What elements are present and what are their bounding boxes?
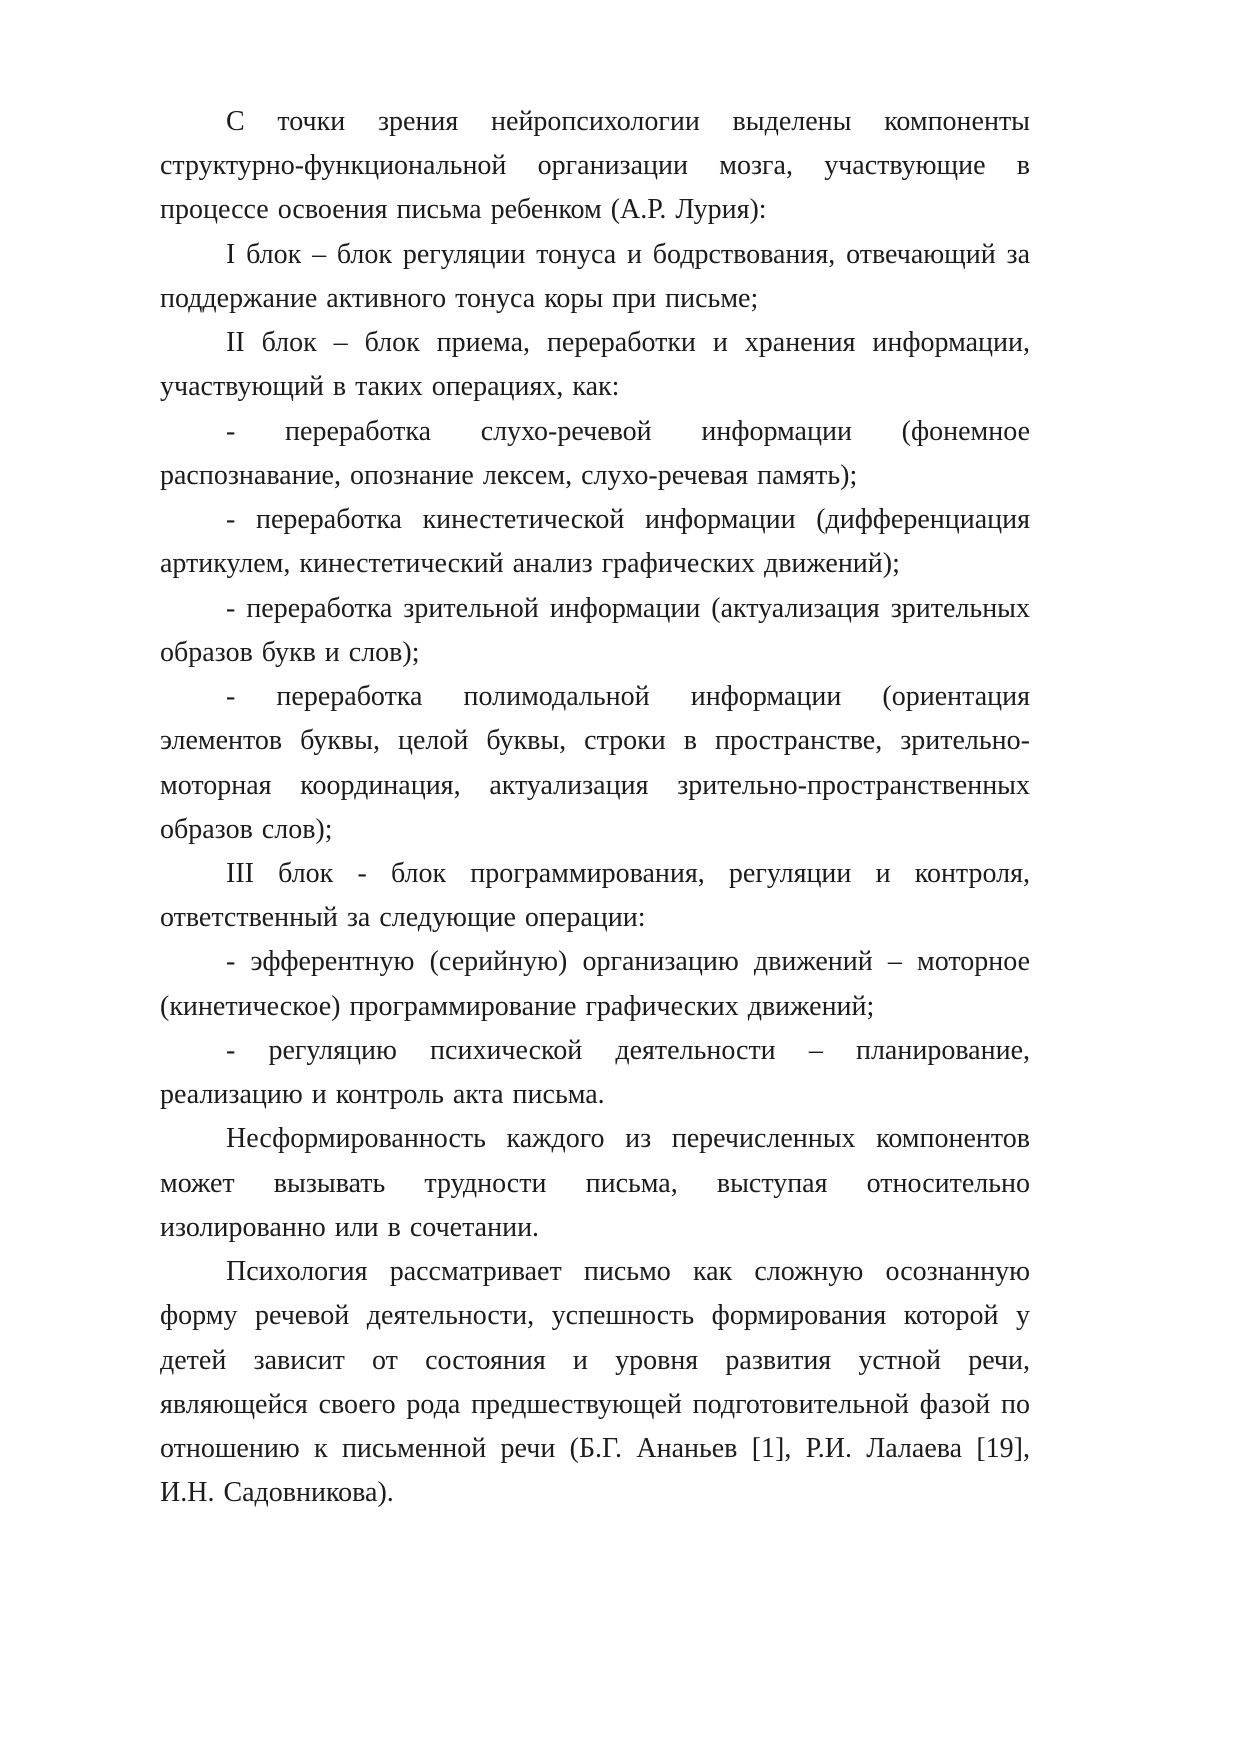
paragraph-intro: С точки зрения нейропсихологии выделены компоненты структурно-функциональной организации мозга, участвующие в процессе освоения письма ребенком (А.Р. Лурия):: [160, 106, 1030, 226]
paragraph-list-item: - регуляцию психической деятельности – планирование, реализацию и контроль акта письма.: [160, 1034, 1030, 1111]
paragraph-list-item: - переработка зрительной информации (актуализация зрительных образов букв и слов);: [160, 592, 1030, 668]
paragraph-block-1: I блок – блок регуляции тонуса и бодрствования, отвечающий за поддержание активного тонуса коры при письме;: [160, 238, 1030, 314]
paragraph-list-item: - переработка кинестетической информации (дифференциация артикулем, кинестетический анализ графических движений);: [160, 504, 1030, 580]
paragraph-list-item: - эфферентную (серийную) организацию движений – моторное (кинетическое) программирование графических движений;: [160, 946, 1030, 1022]
document-body: [160, 100, 1030, 1516]
paragraph-list-item: - переработка полимодальной информации (ориентация элементов буквы, целой буквы, строки в пространстве, зрительно-моторная координация, актуализация зрительно-пространственных образов слов);: [160, 681, 1030, 845]
paragraph-summary: Несформированность каждого из перечисленных компонентов может вызывать трудности письма, выступая относительно изолированно или в сочетании.: [160, 1123, 1030, 1243]
paragraph-list-item: - переработка слухо-речевой информации (фонемное распознавание, опознание лексем, слухо-речевая память);: [160, 415, 1030, 491]
paragraph-block-2: II блок – блок приема, переработки и хранения информации, участвующий в таких операциях, как:: [160, 327, 1030, 403]
paragraph-conclusion: Психология рассматривает письмо как сложную осознанную форму речевой деятельности, успешность формирования которой у детей зависит от состояния и уровня развития устной речи, являющейся своего рода предшествующей подготовительной фазой по отношению к письменной речи (Б.Г. Ананьев [1], Р.И. Лалаева [19], И.Н. Садовникова).: [160, 1256, 1030, 1509]
paragraph-block-3: III блок - блок программирования, регуляции и контроля, ответственный за следующие операции:: [160, 857, 1030, 934]
